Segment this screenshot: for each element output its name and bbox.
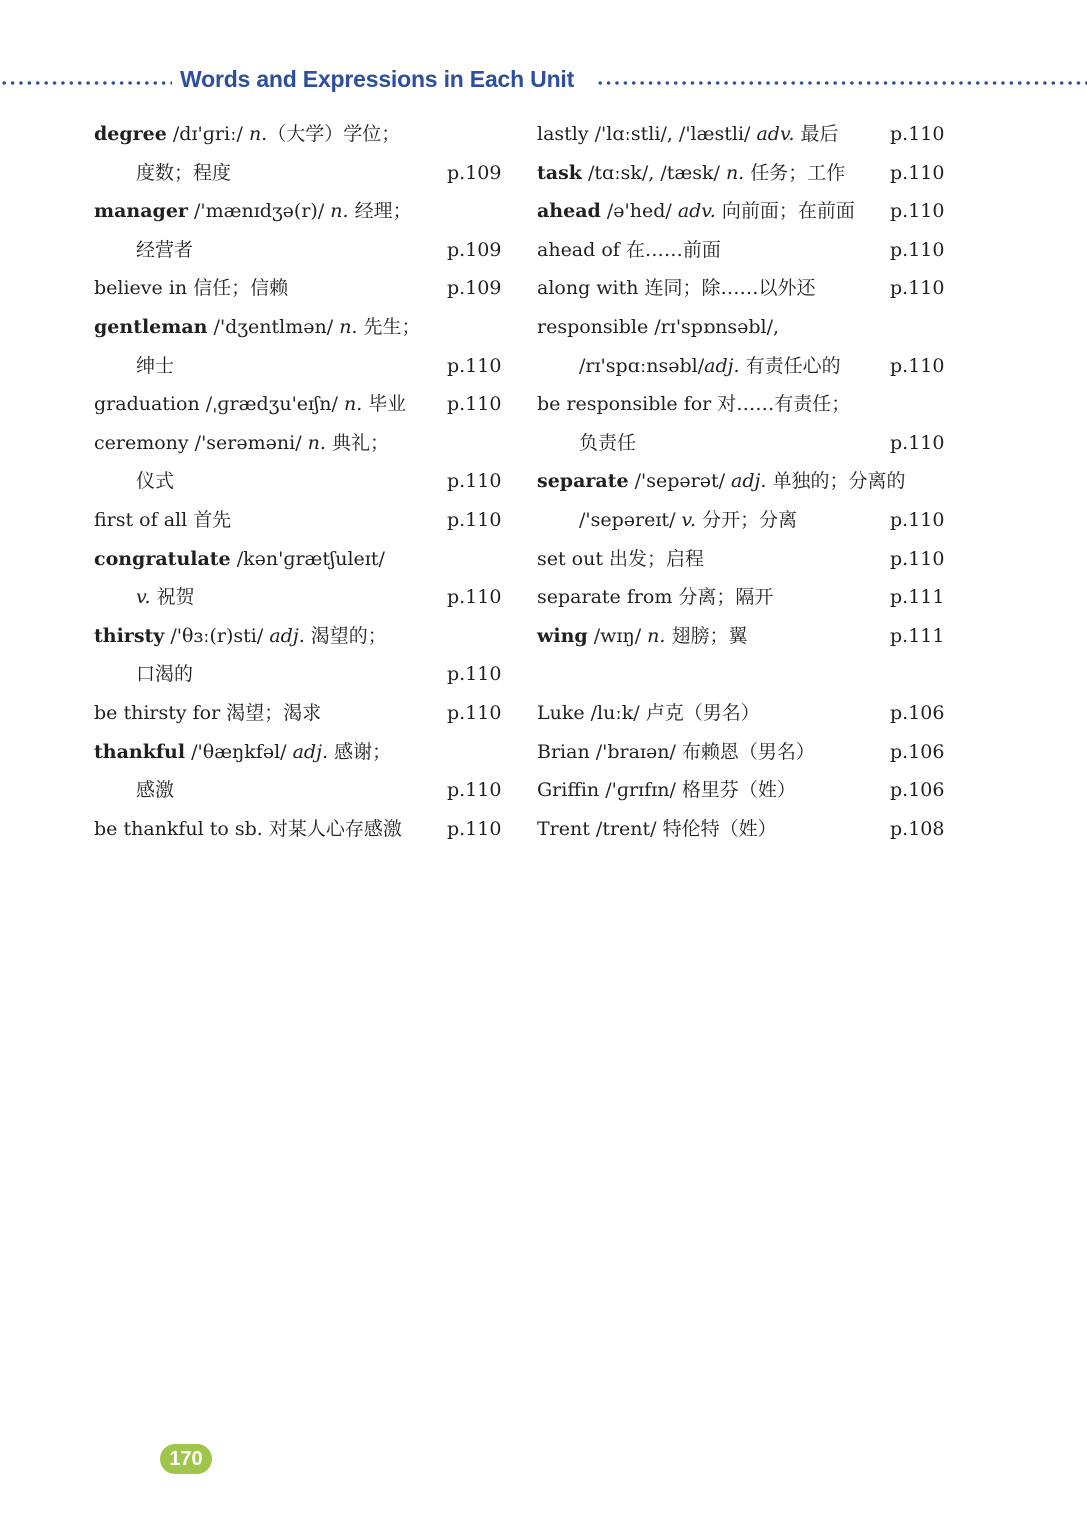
entry-body: /rɪ'spɑːnsəbl/ xyxy=(579,354,705,377)
vocab-line xyxy=(94,462,504,501)
entry-text xyxy=(537,733,815,772)
page-reference: p.110 xyxy=(447,701,502,724)
part-of-speech: n. xyxy=(330,200,349,223)
part-of-speech: adv. xyxy=(756,123,795,145)
definition: 典礼； xyxy=(325,431,389,454)
entry-body: /'θɜː(r)sti/ xyxy=(164,624,270,647)
vocab-line xyxy=(94,771,504,810)
entry-body: 口渴的 xyxy=(136,663,194,686)
definition: 有责任心的 xyxy=(739,354,841,377)
headword: separate xyxy=(537,470,629,493)
entry-body: lastly /'lɑːstli/, /'læstli/ xyxy=(537,123,757,145)
headword: degree xyxy=(94,123,167,145)
left-vocabulary-column xyxy=(94,115,504,848)
entry-body: 负责任 xyxy=(579,431,637,454)
entry-body: 绅士 xyxy=(136,354,175,377)
vocab-line xyxy=(94,578,504,617)
headword: ahead xyxy=(537,200,601,223)
entry-text xyxy=(94,462,174,501)
definition: 分开；分离 xyxy=(696,508,798,531)
vocab-line xyxy=(94,810,504,849)
entry-body: /wɪŋ/ xyxy=(587,624,648,647)
entry-text xyxy=(94,733,391,772)
definition: 向前面；在前面 xyxy=(715,200,855,223)
vocab-line xyxy=(94,694,504,733)
entry-text xyxy=(94,655,193,694)
dotted-rule-left xyxy=(0,81,172,85)
vocab-line xyxy=(537,115,947,154)
part-of-speech: adj. xyxy=(269,624,305,647)
vocab-line xyxy=(537,617,947,656)
entry-text xyxy=(537,308,779,347)
dotted-rule-right xyxy=(596,81,1087,85)
page-reference: p.110 xyxy=(890,238,945,261)
entry-body: Trent /trent/ 特伦特（姓） xyxy=(537,817,777,840)
page-reference: p.110 xyxy=(447,817,502,840)
headword: manager xyxy=(94,200,188,223)
entry-text xyxy=(94,810,402,849)
entry-text xyxy=(94,347,174,386)
entry-body: Brian /'braɪən/ 布赖恩（男名） xyxy=(537,740,815,763)
definition: 最后 xyxy=(794,123,839,145)
entry-body: /kən'ɡrætʃuleɪt/ xyxy=(230,547,385,570)
headword: thankful xyxy=(94,740,186,763)
part-of-speech: n. xyxy=(339,315,358,338)
page-reference: p.106 xyxy=(890,740,945,763)
entry-text xyxy=(537,269,816,308)
page-reference: p.110 xyxy=(890,161,945,184)
part-of-speech: n. xyxy=(248,123,268,145)
vocab-line xyxy=(537,578,947,617)
vocab-line xyxy=(537,771,947,810)
vocab-line xyxy=(94,655,504,694)
right-vocabulary-column xyxy=(537,115,947,848)
definition: 毕业 xyxy=(362,393,407,416)
page-reference: p.108 xyxy=(890,817,945,840)
headword: gentleman xyxy=(94,315,208,338)
entry-text xyxy=(94,771,174,810)
entry-body: along with 连同；除……以外还 xyxy=(537,277,816,300)
entry-text xyxy=(94,540,385,579)
vocab-line xyxy=(94,617,504,656)
page-reference: p.110 xyxy=(890,200,945,223)
part-of-speech: n. xyxy=(647,624,666,647)
part-of-speech: v. xyxy=(681,508,697,531)
page-reference: p.110 xyxy=(890,277,945,300)
entry-text xyxy=(537,771,796,810)
vocab-line xyxy=(537,694,947,733)
entry-text xyxy=(537,385,850,424)
page-reference: p.109 xyxy=(447,161,502,184)
definition: 先生； xyxy=(357,315,421,338)
entry-text xyxy=(94,617,387,656)
entry-body: Griffin /'ɡrɪfɪn/ 格里芬（姓） xyxy=(537,779,796,802)
vocab-line xyxy=(94,424,504,463)
entry-body: /tɑːsk/, /tæsk/ xyxy=(581,161,726,184)
entry-text xyxy=(537,694,760,733)
vocab-line xyxy=(537,231,947,270)
entry-body: graduation /ˌɡrædʒu'eɪʃn/ xyxy=(94,393,344,416)
vocab-line xyxy=(537,308,947,347)
vocab-line xyxy=(94,347,504,386)
page-reference: p.110 xyxy=(890,123,945,145)
vocab-line xyxy=(94,269,504,308)
page-reference: p.109 xyxy=(447,277,502,300)
page-reference: p.110 xyxy=(890,508,945,531)
entry-body: /'sepəreɪt/ xyxy=(579,508,682,531)
page-reference: p.110 xyxy=(447,508,502,531)
definition: 感谢； xyxy=(328,740,392,763)
entry-text xyxy=(94,308,421,347)
vocab-line xyxy=(537,733,947,772)
vocab-line xyxy=(94,501,504,540)
vocab-line xyxy=(94,192,504,231)
headword: wing xyxy=(537,624,588,647)
entry-text xyxy=(94,269,288,308)
page-reference: p.110 xyxy=(447,393,502,416)
blank-line xyxy=(537,655,947,694)
entry-text xyxy=(537,462,906,501)
entry-text xyxy=(537,578,773,617)
vocab-line xyxy=(537,540,947,579)
part-of-speech: adv. xyxy=(677,200,716,223)
entry-text xyxy=(537,347,841,386)
vocab-line xyxy=(537,501,947,540)
vocab-line xyxy=(94,540,504,579)
definition: 祝贺 xyxy=(150,586,195,609)
entry-text xyxy=(537,810,777,849)
page-reference: p.110 xyxy=(447,586,502,609)
definition: 经理； xyxy=(348,200,412,223)
entry-body: ceremony /'serəməni/ xyxy=(94,431,308,454)
vocab-line xyxy=(537,269,947,308)
page-reference: p.110 xyxy=(447,354,502,377)
headword: congratulate xyxy=(94,547,231,570)
vocab-line xyxy=(537,424,947,463)
part-of-speech: v. xyxy=(136,586,151,609)
vocab-line xyxy=(537,810,947,849)
vocab-line xyxy=(537,462,947,501)
entry-body: 度数；程度 xyxy=(136,161,232,184)
entry-text xyxy=(94,501,231,540)
page-reference: p.106 xyxy=(890,779,945,802)
vocab-line xyxy=(94,733,504,772)
entry-body: /'dʒentlmən/ xyxy=(207,315,340,338)
page-reference: p.110 xyxy=(890,354,945,377)
entry-body: 仪式 xyxy=(136,470,175,493)
entry-body: /dɪ'ɡriː/ xyxy=(166,123,249,145)
page-reference: p.110 xyxy=(890,547,945,570)
vocab-line xyxy=(94,231,504,270)
entry-body: believe in 信任；信赖 xyxy=(94,277,289,300)
part-of-speech: adj. xyxy=(731,470,767,493)
part-of-speech: n. xyxy=(343,393,363,416)
vocab-line xyxy=(537,154,947,193)
entry-body: separate from 分离；隔开 xyxy=(537,586,774,609)
entry-text xyxy=(94,385,406,424)
entry-text xyxy=(537,192,855,231)
entry-body: be thirsty for 渴望；渴求 xyxy=(94,701,322,724)
vocab-line xyxy=(537,385,947,424)
headword: task xyxy=(537,161,582,184)
entry-body: 经营者 xyxy=(136,238,194,261)
page-reference: p.110 xyxy=(447,663,502,686)
page-reference: p.110 xyxy=(447,779,502,802)
entry-text xyxy=(94,154,231,193)
entry-body: Luke /luːk/ 卢克（男名） xyxy=(537,701,760,724)
entry-body: be thankful to sb. 对某人心存感激 xyxy=(94,817,402,840)
vocab-line xyxy=(94,385,504,424)
part-of-speech: n. xyxy=(307,431,326,454)
definition: 任务；工作 xyxy=(744,161,846,184)
entry-text xyxy=(537,501,797,540)
entry-text xyxy=(537,231,721,270)
entry-body: /'θæŋkfəl/ xyxy=(185,740,293,763)
section-title: Words and Expressions in Each Unit xyxy=(180,66,575,92)
entry-body: /ə'hed/ xyxy=(600,200,678,223)
page-number-badge: 170 xyxy=(160,1444,212,1474)
entry-body: responsible /rɪ'spɒnsəbl/, xyxy=(537,315,780,338)
entry-text xyxy=(537,617,747,656)
vocab-line xyxy=(94,308,504,347)
part-of-speech: n. xyxy=(725,161,745,184)
entry-text xyxy=(94,192,412,231)
definition: 翅膀；翼 xyxy=(665,624,748,647)
page-reference: p.111 xyxy=(890,586,945,609)
definition: 渴望的； xyxy=(304,624,387,647)
entry-body: ahead of 在……前面 xyxy=(537,238,721,261)
definition: 单独的；分离的 xyxy=(766,470,906,493)
part-of-speech: adj. xyxy=(704,354,740,377)
page-reference: p.110 xyxy=(447,470,502,493)
entry-body: be responsible for 对……有责任； xyxy=(537,393,851,416)
entry-text xyxy=(94,424,389,463)
vocab-line xyxy=(537,192,947,231)
page-reference: p.106 xyxy=(890,701,945,724)
page-reference: p.111 xyxy=(890,624,945,647)
part-of-speech: adj. xyxy=(292,740,329,763)
entry-text xyxy=(537,154,845,193)
entry-text xyxy=(94,694,321,733)
page-reference: p.109 xyxy=(447,238,502,261)
vocab-line xyxy=(537,347,947,386)
headword: thirsty xyxy=(94,624,165,647)
entry-body: /'mænɪdʒə(r)/ xyxy=(187,200,331,223)
section-header xyxy=(0,64,1087,98)
entry-body: set out 出发；启程 xyxy=(537,547,705,570)
entry-text xyxy=(537,115,839,154)
entry-text xyxy=(94,115,400,154)
entry-text xyxy=(537,540,704,579)
entry-body: first of all 首先 xyxy=(94,508,232,531)
entry-text xyxy=(537,424,636,463)
entry-text xyxy=(94,231,193,270)
entry-body: /'sepərət/ xyxy=(628,470,732,493)
entry-body: 感激 xyxy=(136,779,175,802)
page-reference: p.110 xyxy=(890,431,945,454)
definition: （大学）学位； xyxy=(267,123,401,145)
vocab-line xyxy=(94,154,504,193)
entry-text xyxy=(94,578,195,617)
vocab-line xyxy=(94,115,504,154)
